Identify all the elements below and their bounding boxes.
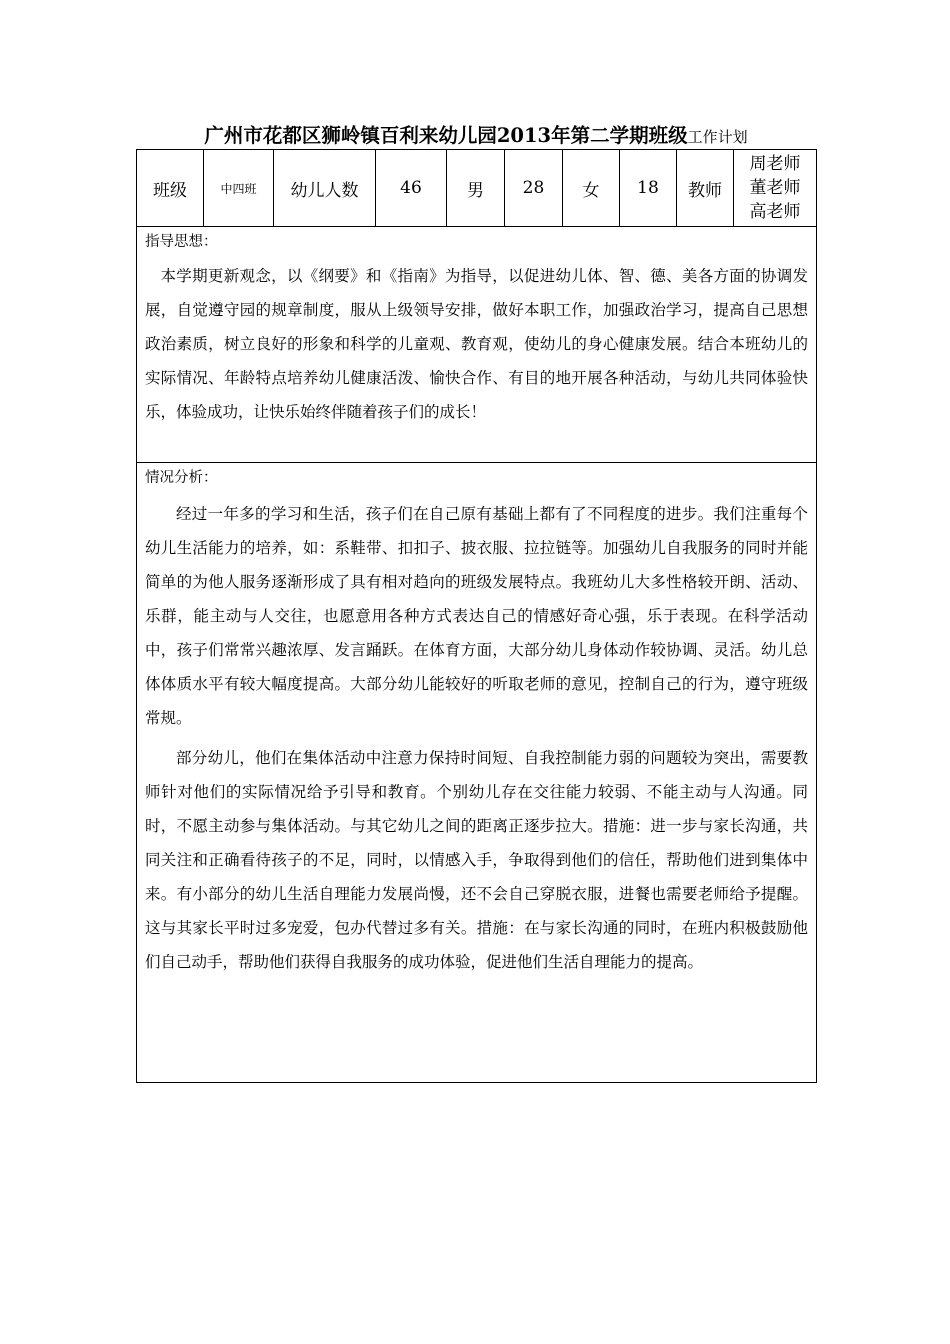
- teacher-name: 董老师: [749, 178, 801, 198]
- title-main: 广州市花都区狮岭镇百利来幼儿园2013年第二学期班级: [204, 124, 688, 147]
- guidance-row: [137, 227, 817, 463]
- teacher-label: 教师: [677, 150, 734, 227]
- header-row: [137, 150, 817, 227]
- title-sub: 工作计划: [687, 128, 748, 146]
- class-value: 中四班: [204, 150, 274, 227]
- guidance-paragraph: 本学期更新观念，以《纲要》和《指南》为指导，以促进幼儿体、智、德、美各方面的协调发展，自觉遵守园的规章制度，服从上级领导安排，做好本职工作，加强政治学习，提高自己思想政治素质，树立良好的形象和科学的儿童观、教育观，使幼儿的身心健康发展。结合本班幼儿的实际情况、年龄特点培养幼儿健康活泼、愉快合作、有目的地开展各种活动，与幼儿共同体验快乐，体验成功，让快乐始终伴随着孩子们的成长！: [145, 267, 808, 421]
- teacher-list: [734, 150, 817, 227]
- analysis-paragraph: 部分幼儿，他们在集体活动中注意力保持时间短、自我控制能力弱的问题较为突出，需要教师针对他们的实际情况给予引导和教育。个别幼儿存在交往能力较弱、不能主动与人沟通。同时，不愿主动参与集体活动。与其它幼儿之间的距离正逐步拉大。措施：进一步与家长沟通，共同关注和正确看待孩子的不足，同时，以情感入手，争取得到他们的信任，帮助他们进到集体中来。有小部分的幼儿生活自理能力发展尚慢，还不会自己穿脱衣服，进餐也需要老师给予提醒。这与其家长平时过多宠爱，包办代替过多有关。措施：在与家长沟通的同时，在班内积极鼓励他们自己动手，帮助他们获得自我服务的成功体验，促进他们生活自理能力的提高。: [145, 749, 808, 971]
- teacher-name: 高老师: [749, 202, 801, 222]
- count-value: 46: [376, 150, 447, 227]
- guidance-label: 指导思想：: [145, 234, 218, 250]
- analysis-label: 情况分析：: [145, 470, 218, 486]
- guidance-section: [137, 227, 817, 463]
- analysis-row: [137, 463, 817, 1083]
- count-label: 幼儿人数: [274, 150, 376, 227]
- analysis-paragraph: 经过一年多的学习和生活，孩子们在自己原有基础上都有了不同程度的进步。我们注重每个幼儿生活能力的培养，如：系鞋带、扣扣子、披衣服、拉拉链等。加强幼儿自我服务的同时并能简单的为他人服务逐渐形成了具有相对趋向的班级发展特点。我班幼儿大多性格较开朗、活动、乐群，能主动与人交往，也愿意用各种方式表达自己的情感好奇心强，乐于表现。在科学活动中，孩子们常常兴趣浓厚、发言踊跃。在体育方面，大部分幼儿身体动作较协调、灵活。幼儿总体体质水平有较大幅度提高。大部分幼儿能较好的听取老师的意见，控制自己的行为，遵守班级常规。: [145, 505, 808, 727]
- teacher-name: 周老师: [749, 154, 801, 174]
- analysis-section: [137, 463, 817, 1083]
- page-title: [136, 121, 816, 152]
- plan-table: [136, 149, 817, 1083]
- girls-label: 女: [563, 150, 620, 227]
- boys-value: 28: [505, 150, 563, 227]
- girls-value: 18: [620, 150, 677, 227]
- boys-label: 男: [447, 150, 505, 227]
- class-label: 班级: [137, 150, 204, 227]
